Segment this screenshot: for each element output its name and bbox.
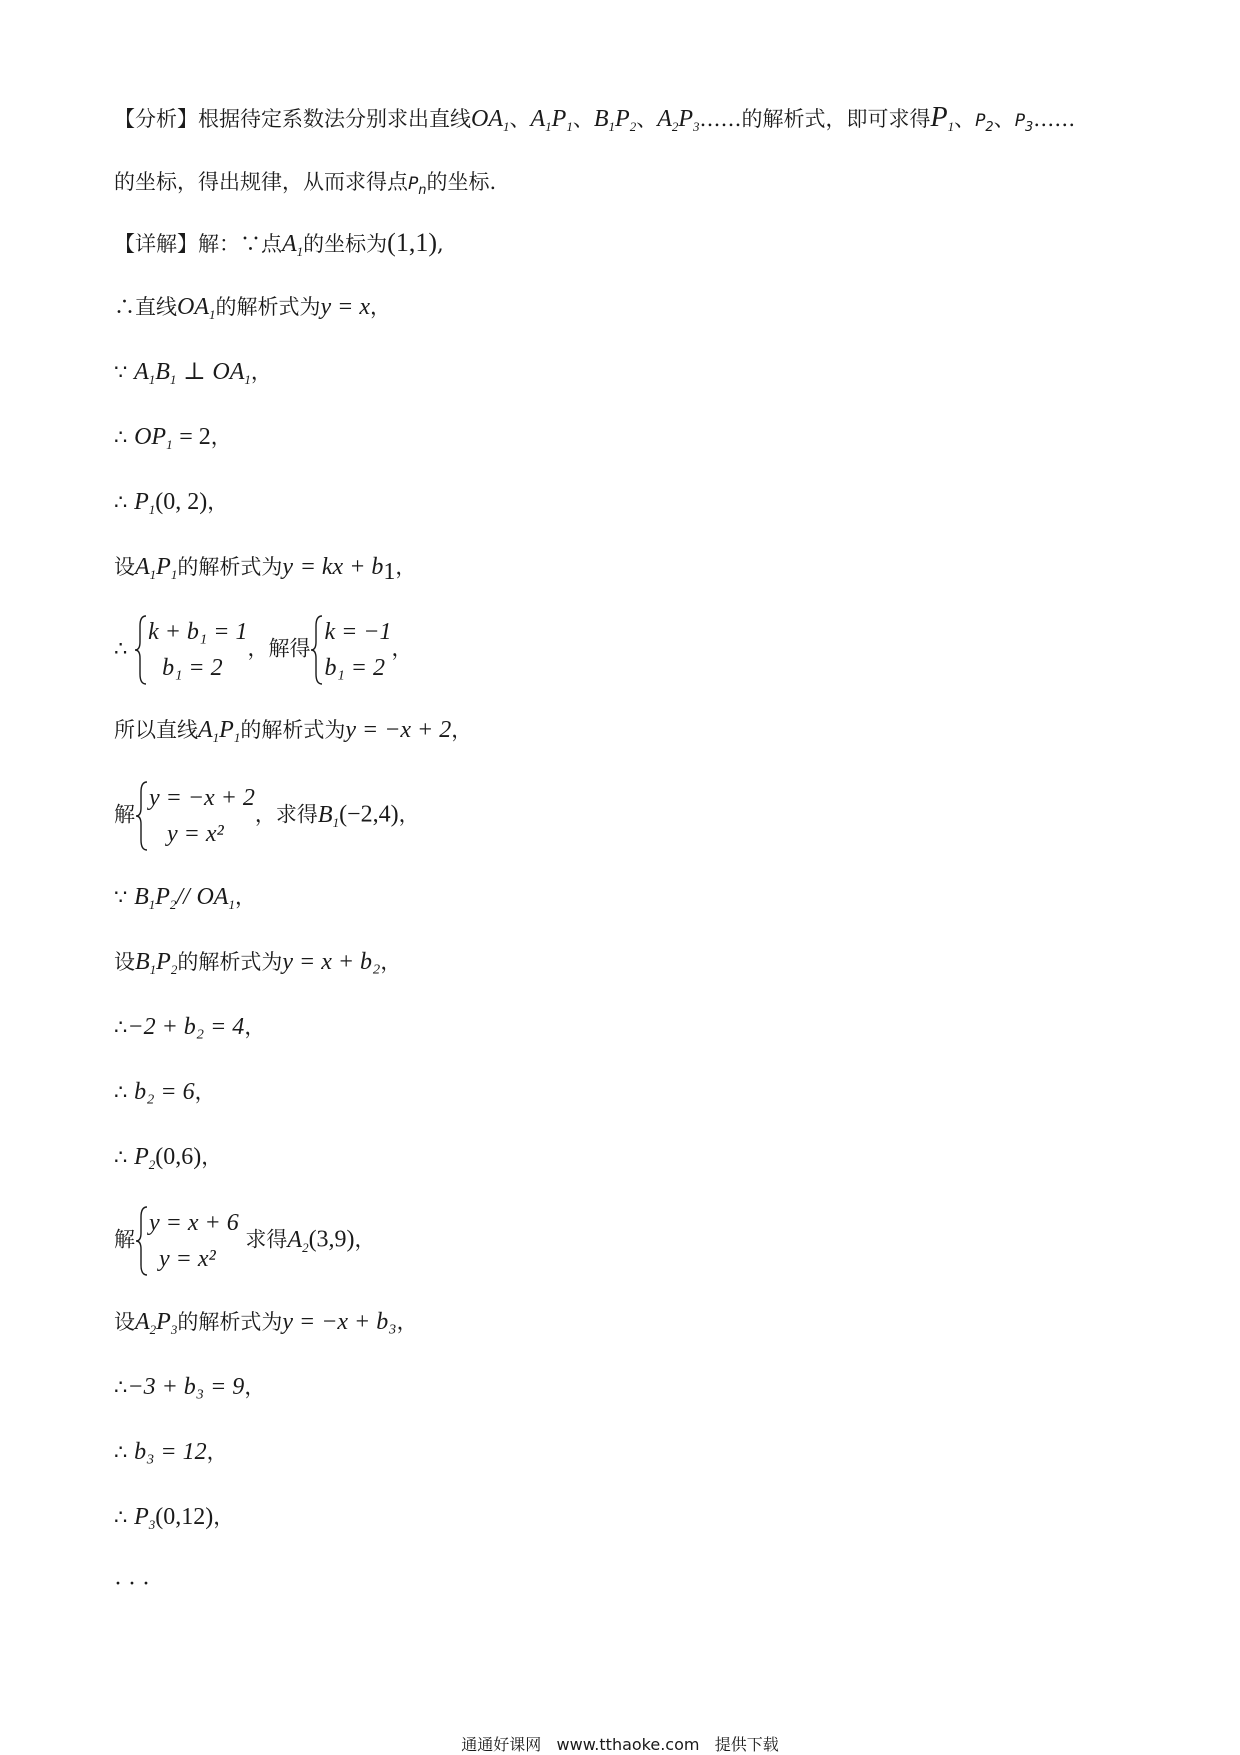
- step-line-system-3: 解 y = −x + 2 y = x² ，求得$B_1(-2,4)$，: [114, 780, 420, 852]
- math-OA1: $OA_1$: [471, 106, 510, 134]
- analysis-line-1: 【分析】根据待定系数法分别求出直线$OA_1$、$A_1P_1$、$B_1P_2$、$A_2P_3\dots\dots$的解析式，即可求得$P_1$、$P_2$、$P_3\dots\dots$: [114, 102, 1076, 135]
- step-line-parallel: ∵ $B_1P_2//$ $OA_1$，: [114, 884, 256, 912]
- footer-tail: 提供下载: [714, 1735, 779, 1754]
- step-line-p3: ∴ $P_3(0,12)$，: [114, 1504, 235, 1532]
- step-line-p2: ∴ $P_2(0,6)$，: [114, 1144, 223, 1172]
- footer-url[interactable]: www.tthaoke.com: [556, 1735, 700, 1754]
- equation-system: k + b₁ = 1 b₁ = 2: [134, 614, 247, 686]
- detail-line: 【详解】解：∵点$A_1$的坐标为(1,1),: [114, 228, 444, 259]
- step-line-op1: ∴ $OP_1 = 2$，: [114, 424, 232, 452]
- step-line-19: ∴−3 + b₃ = 9，: [114, 1374, 266, 1400]
- step-line-oa1: ∴直线$OA_1$的解析式为y = x，: [114, 294, 391, 322]
- step-line-a1p1-result: 所以直线$A_1P_1$的解析式为y = −x + 2，: [114, 717, 473, 745]
- equation-system: y = x + 6 y = x²: [135, 1205, 239, 1277]
- analysis-line-2: 的坐标，得出规律，从而求得点$P_n$的坐标.: [114, 170, 497, 198]
- step-line-p1: ∴ $P_1(0$, 2)，: [114, 489, 229, 517]
- step-line-a1p1-set: 设$A_1P_1$的解析式为y = kx + $b_1$，: [114, 554, 417, 585]
- step-line-b1p2-set: 设$B_1P_2$的解析式为y = x + b₂，: [114, 949, 402, 977]
- equation-system: k = −1 b₁ = 2: [310, 614, 391, 686]
- detail-label: 【详解】: [114, 232, 198, 256]
- step-line-14: ∴−2 + b₂ = 4，: [114, 1014, 266, 1040]
- step-line-system-4: 解 y = x + 6 y = x² 求得$A_2(3,9)$，: [114, 1205, 376, 1277]
- equation-system: y = −x + 2 y = x²: [135, 780, 255, 852]
- step-line-perp: ∵ $A_1B_1$ ⊥ $OA_1$，: [114, 359, 272, 387]
- step-line-a2p3-set: 设$A_2P_3$的解析式为y = −x + b₃，: [114, 1309, 418, 1337]
- step-line-15: ∴ b₂ = 6，: [114, 1079, 216, 1105]
- step-line-system-1: ∴ k + b₁ = 1 b₁ = 2 ，解得 k = −1 b₁ = 2 ，: [114, 614, 413, 686]
- footer-site-name: 通通好课网: [461, 1735, 542, 1754]
- ellipsis-line: · · ·: [114, 1571, 150, 1597]
- analysis-label: 【分析】: [114, 107, 198, 131]
- step-line-20: ∴ b₃ = 12，: [114, 1439, 228, 1465]
- page-footer: [0, 1732, 1240, 1755]
